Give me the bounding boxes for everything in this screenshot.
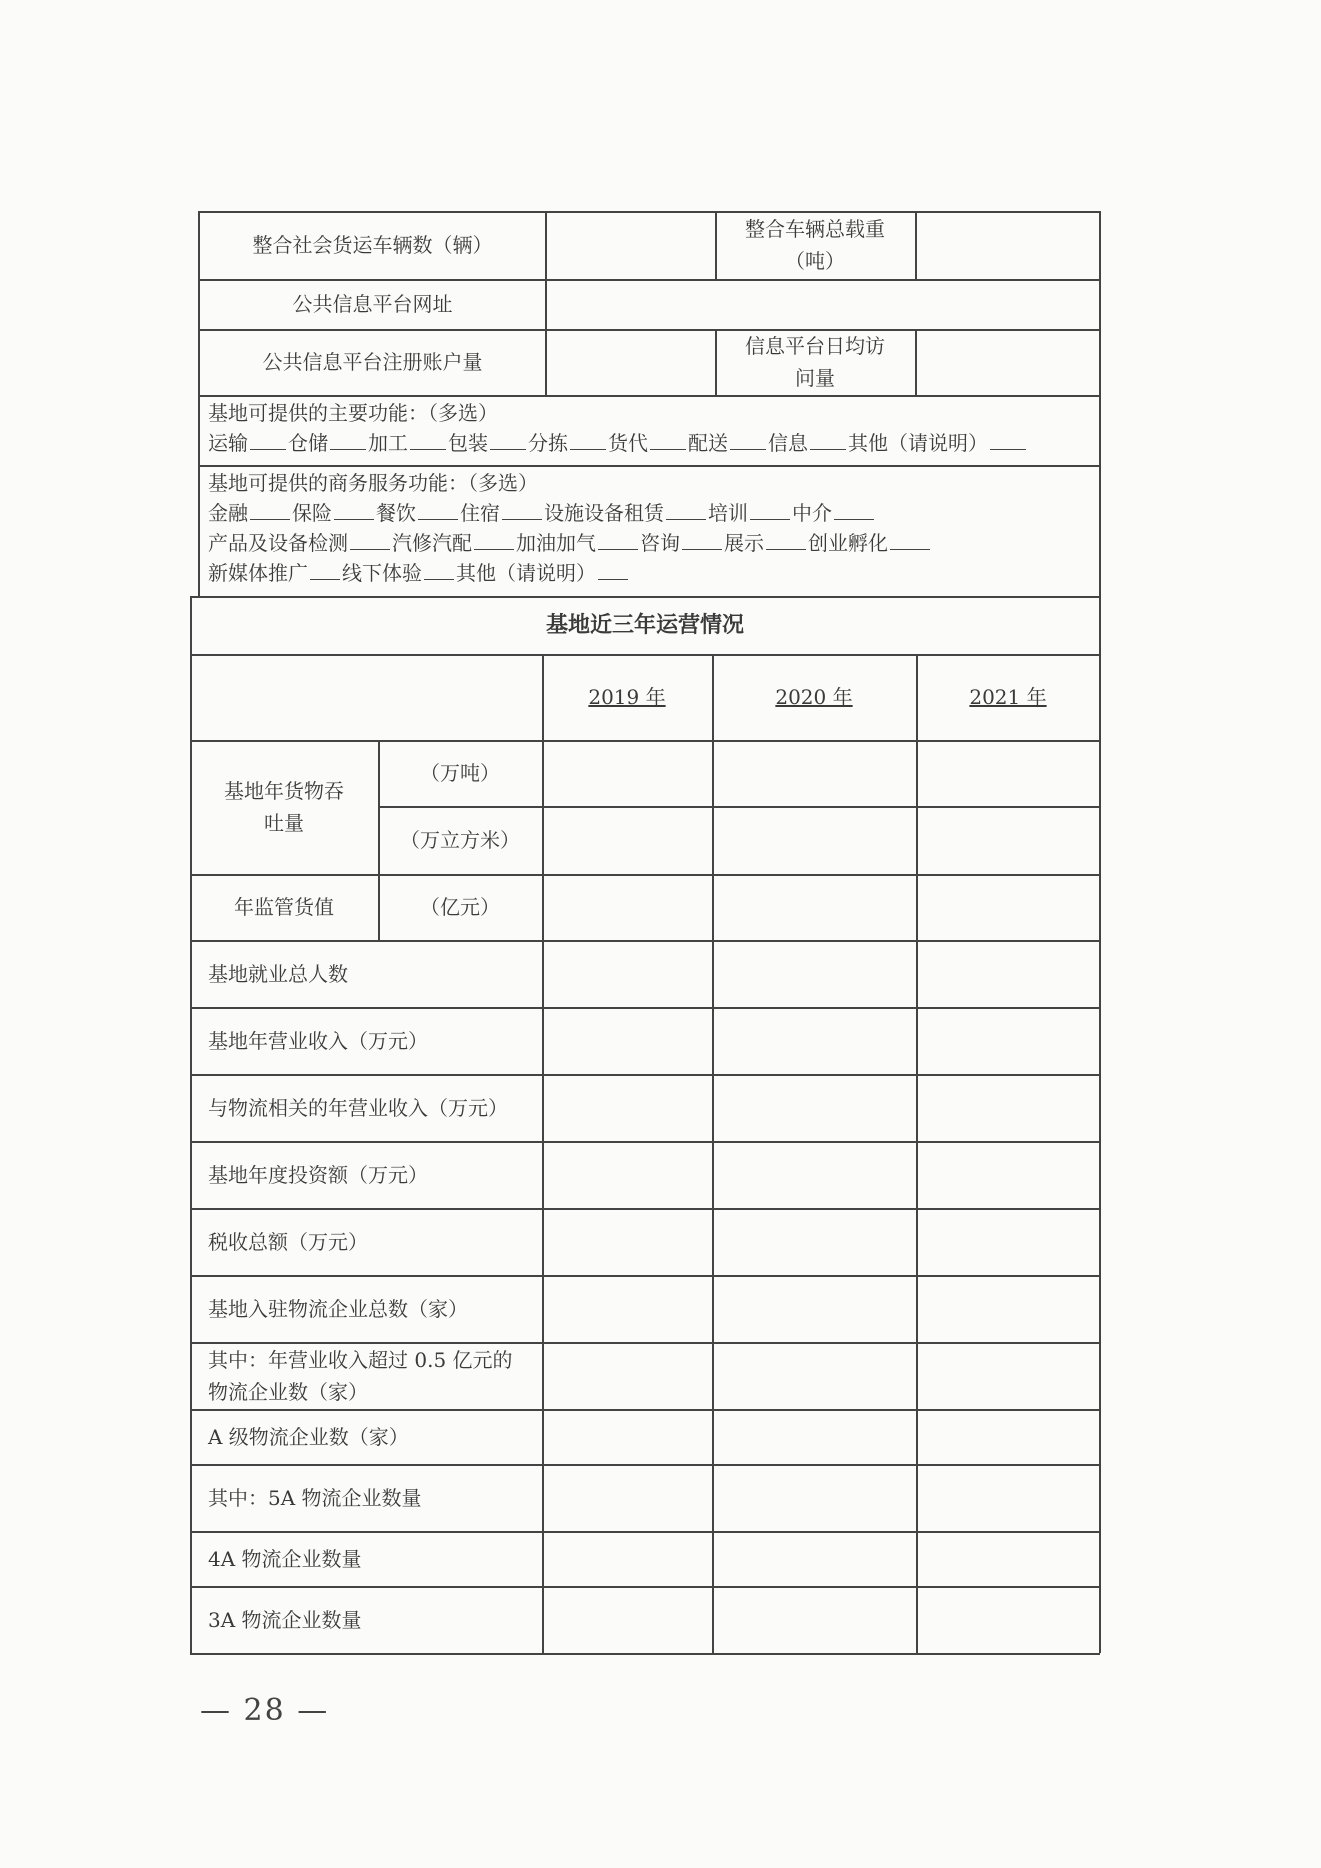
services-block: [208, 468, 1098, 588]
operations-value-cell[interactable]: [712, 806, 916, 874]
page-number: — 28 —: [200, 1693, 330, 1728]
operations-row-label-text: 与物流相关的年营业收入（万元）: [208, 1095, 508, 1120]
option-blank-field[interactable]: [350, 529, 390, 550]
table-rule: [545, 211, 547, 395]
option-label: 汽修汽配: [392, 531, 472, 555]
option-blank-field[interactable]: [418, 499, 458, 520]
year-2020: 2020 年: [775, 685, 853, 709]
table-rule: [198, 395, 1100, 397]
option-label: 创业孵化: [808, 531, 888, 555]
table-rule: [190, 1141, 1100, 1143]
operations-value-cell[interactable]: [916, 740, 1100, 806]
option-blank-field[interactable]: [502, 499, 542, 520]
option-blank-field[interactable]: [424, 559, 454, 580]
option-label: 产品及设备检测: [208, 531, 348, 555]
operations-row-label-text: 3A 物流企业数量: [208, 1607, 362, 1632]
table-rule: [190, 596, 1100, 598]
option-label: 包装: [448, 431, 488, 455]
operations-row-label-text: 基地年营业收入（万元）: [208, 1028, 428, 1053]
option-blank-field[interactable]: [474, 529, 514, 550]
table-rule: [190, 1342, 1100, 1344]
table-rule: [715, 211, 717, 279]
table-rule: [198, 465, 1100, 467]
operations-value-cell[interactable]: [712, 874, 916, 940]
row-accounts-label: 公共信息平台注册账户量: [262, 350, 483, 374]
table-rule: [190, 596, 192, 1653]
option-blank-field[interactable]: [570, 429, 606, 450]
option-label: 运输: [208, 431, 248, 455]
operations-value-cell[interactable]: [712, 1531, 916, 1586]
row-total-load-label: 整合车辆总载重（吨）: [745, 217, 885, 273]
operations-value-cell[interactable]: [542, 806, 712, 874]
operations-value-cell[interactable]: [916, 1342, 1100, 1409]
operations-value-cell[interactable]: [542, 940, 712, 1007]
operations-value-cell[interactable]: [542, 1531, 712, 1586]
option-blank-field[interactable]: [250, 499, 290, 520]
operations-value-cell[interactable]: [916, 1141, 1100, 1208]
operations-row-label: [190, 1074, 542, 1141]
row-daily-visits-value[interactable]: [915, 329, 1100, 395]
option-blank-field[interactable]: [410, 429, 446, 450]
table-rule: [1099, 211, 1101, 1653]
option-label: 仓储: [288, 431, 328, 455]
table-rule: [542, 654, 544, 1653]
table-rule: [378, 806, 1100, 808]
row-vehicles-label: 整合社会货运车辆数（辆）: [252, 233, 493, 257]
operations-row-label-text: 基地入驻物流企业总数（家）: [208, 1296, 468, 1321]
row-total-load-value[interactable]: [915, 211, 1100, 279]
option-label: 加油加气: [516, 531, 596, 555]
operations-row-label-text: 其中：年营业收入超过 0.5 亿元的物流企业数（家）: [208, 1347, 513, 1404]
operations-row-label: [190, 1586, 542, 1653]
option-label: 咨询: [640, 531, 680, 555]
table-rule: [198, 211, 200, 596]
option-label: 设施设备租赁: [544, 501, 664, 525]
option-blank-field[interactable]: [650, 429, 686, 450]
operations-row-label-text: 其中：5A 物流企业数量: [208, 1485, 422, 1510]
table-rule: [198, 329, 1100, 331]
option-label: 展示: [724, 531, 764, 555]
operations-row-label-text: A 级物流企业数（家）: [208, 1424, 409, 1449]
row-daily-visits-label: 信息平台日均访问量: [745, 334, 885, 390]
operations-value-cell[interactable]: [916, 806, 1100, 874]
services-line-2: [208, 528, 1098, 558]
operations-value-cell[interactable]: [712, 1409, 916, 1464]
operations-value-cell[interactable]: [542, 1586, 712, 1653]
operations-row-label-text: 4A 物流企业数量: [208, 1546, 362, 1571]
row-accounts-value[interactable]: [545, 329, 715, 395]
option-label: 培训: [708, 501, 748, 525]
operations-value-cell[interactable]: [542, 1464, 712, 1531]
operations-row-label: [190, 1531, 542, 1586]
option-label: 线下体验: [342, 561, 422, 585]
throughput-label: [190, 740, 378, 874]
option-label: 分拣: [528, 431, 568, 455]
unit-yi: （亿元）: [420, 895, 500, 919]
table-rule: [190, 740, 1100, 742]
table-rule: [190, 1074, 1100, 1076]
option-label: 保险: [292, 501, 332, 525]
option-blank-field[interactable]: [334, 499, 374, 520]
operations-value-cell[interactable]: [542, 1074, 712, 1141]
year-2019: 2019 年: [588, 685, 666, 709]
operations-value-cell[interactable]: [916, 1007, 1100, 1074]
operations-value-cell[interactable]: [542, 1342, 712, 1409]
table-rule: [190, 1586, 1100, 1588]
table-rule: [190, 654, 1100, 656]
operations-value-cell[interactable]: [916, 1586, 1100, 1653]
option-blank-field[interactable]: [598, 559, 628, 580]
operations-value-cell[interactable]: [712, 1007, 916, 1074]
operations-row-label: [190, 1141, 542, 1208]
option-blank-field[interactable]: [810, 429, 846, 450]
table-rule: [190, 1208, 1100, 1210]
table-rule: [198, 211, 1100, 213]
option-blank-field[interactable]: [750, 499, 790, 520]
operations-value-cell[interactable]: [712, 1275, 916, 1342]
option-blank-field[interactable]: [730, 429, 766, 450]
operations-value-cell[interactable]: [712, 940, 916, 1007]
option-label: 金融: [208, 501, 248, 525]
operations-value-cell[interactable]: [916, 1074, 1100, 1141]
unit-tons: （万吨）: [420, 761, 500, 785]
operations-value-cell[interactable]: [542, 1275, 712, 1342]
row-vehicles-value[interactable]: [545, 211, 715, 279]
operations-title: 基地近三年运营情况: [545, 612, 744, 638]
operations-row-label: [190, 940, 542, 1007]
operations-row-label: [190, 1342, 542, 1409]
operations-row-label-text: 基地年度投资额（万元）: [208, 1162, 428, 1187]
operations-row-label: [190, 1275, 542, 1342]
operations-row-label: [190, 1409, 542, 1464]
table-rule: [190, 1653, 1100, 1655]
services-title: 基地可提供的商务服务功能：（多选）: [208, 471, 538, 495]
operations-value-cell[interactable]: [712, 1464, 916, 1531]
operations-value-cell[interactable]: [712, 1586, 916, 1653]
option-label: 配送: [688, 431, 728, 455]
operations-value-cell[interactable]: [712, 1074, 916, 1141]
table-rule: [712, 654, 714, 1653]
year-2021: 2021 年: [969, 685, 1047, 709]
option-label: 住宿: [460, 501, 500, 525]
operations-row-label: [190, 1464, 542, 1531]
operations-value-cell[interactable]: [712, 740, 916, 806]
option-blank-field[interactable]: [682, 529, 722, 550]
option-blank-field[interactable]: [890, 529, 930, 550]
operations-value-cell[interactable]: [712, 1342, 916, 1409]
table-rule: [190, 1275, 1100, 1277]
option-blank-field[interactable]: [990, 429, 1026, 450]
option-label: 其他（请说明）: [848, 431, 988, 455]
option-blank-field[interactable]: [834, 499, 874, 520]
operations-value-cell[interactable]: [542, 1141, 712, 1208]
operations-row-label-text: 基地就业总人数: [208, 961, 348, 986]
operations-row-label: [190, 1208, 542, 1275]
operations-value-cell[interactable]: [542, 874, 712, 940]
table-rule: [190, 1409, 1100, 1411]
option-label: 信息: [768, 431, 808, 455]
operations-value-cell[interactable]: [542, 1409, 712, 1464]
operations-value-cell[interactable]: [712, 1141, 916, 1208]
operations-value-cell[interactable]: [916, 940, 1100, 1007]
option-blank-field[interactable]: [490, 429, 526, 450]
row-website-value[interactable]: [545, 279, 1100, 329]
option-label: 餐饮: [376, 501, 416, 525]
table-rule: [190, 1464, 1100, 1466]
table-rule: [378, 740, 380, 940]
services-line-3: [208, 558, 1098, 588]
table-rule: [715, 329, 717, 395]
table-rule: [190, 1007, 1100, 1009]
table-rule: [190, 874, 1100, 876]
option-label: 中介: [792, 501, 832, 525]
operations-value-cell[interactable]: [916, 874, 1100, 940]
functions-block: [208, 398, 1098, 458]
table-rule: [915, 211, 917, 279]
table-rule: [916, 654, 918, 1653]
row-website-label: 公共信息平台网址: [292, 292, 453, 316]
operations-value-cell[interactable]: [916, 1208, 1100, 1275]
option-blank-field[interactable]: [310, 559, 340, 580]
operations-value-cell[interactable]: [916, 1531, 1100, 1586]
services-line-1: [208, 498, 1098, 528]
table-rule: [190, 940, 1100, 942]
operations-row-label-text: 税收总额（万元）: [208, 1229, 368, 1254]
supervision-label: 年监管货值: [234, 895, 334, 919]
functions-title: 基地可提供的主要功能：（多选）: [208, 401, 498, 425]
operations-value-cell[interactable]: [916, 1409, 1100, 1464]
operations-value-cell[interactable]: [916, 1464, 1100, 1531]
throughput-label-text: 基地年货物吞吐量: [224, 779, 344, 835]
year-header-blank: [190, 654, 542, 740]
option-blank-field[interactable]: [666, 499, 706, 520]
table-rule: [915, 329, 917, 395]
option-blank-field[interactable]: [250, 429, 286, 450]
unit-cubic-meters: （万立方米）: [400, 828, 520, 852]
table-rule: [198, 279, 1100, 281]
option-label: 新媒体推广: [208, 561, 308, 585]
operations-value-cell[interactable]: [542, 1208, 712, 1275]
option-label: 货代: [608, 431, 648, 455]
option-label: 其他（请说明）: [456, 561, 596, 585]
operations-value-cell[interactable]: [712, 1208, 916, 1275]
operations-value-cell[interactable]: [542, 1007, 712, 1074]
option-blank-field[interactable]: [598, 529, 638, 550]
option-blank-field[interactable]: [330, 429, 366, 450]
operations-row-label: [190, 1007, 542, 1074]
operations-value-cell[interactable]: [542, 740, 712, 806]
operations-value-cell[interactable]: [916, 1275, 1100, 1342]
option-blank-field[interactable]: [766, 529, 806, 550]
table-rule: [190, 1531, 1100, 1533]
functions-list: [208, 428, 1098, 458]
option-label: 加工: [368, 431, 408, 455]
